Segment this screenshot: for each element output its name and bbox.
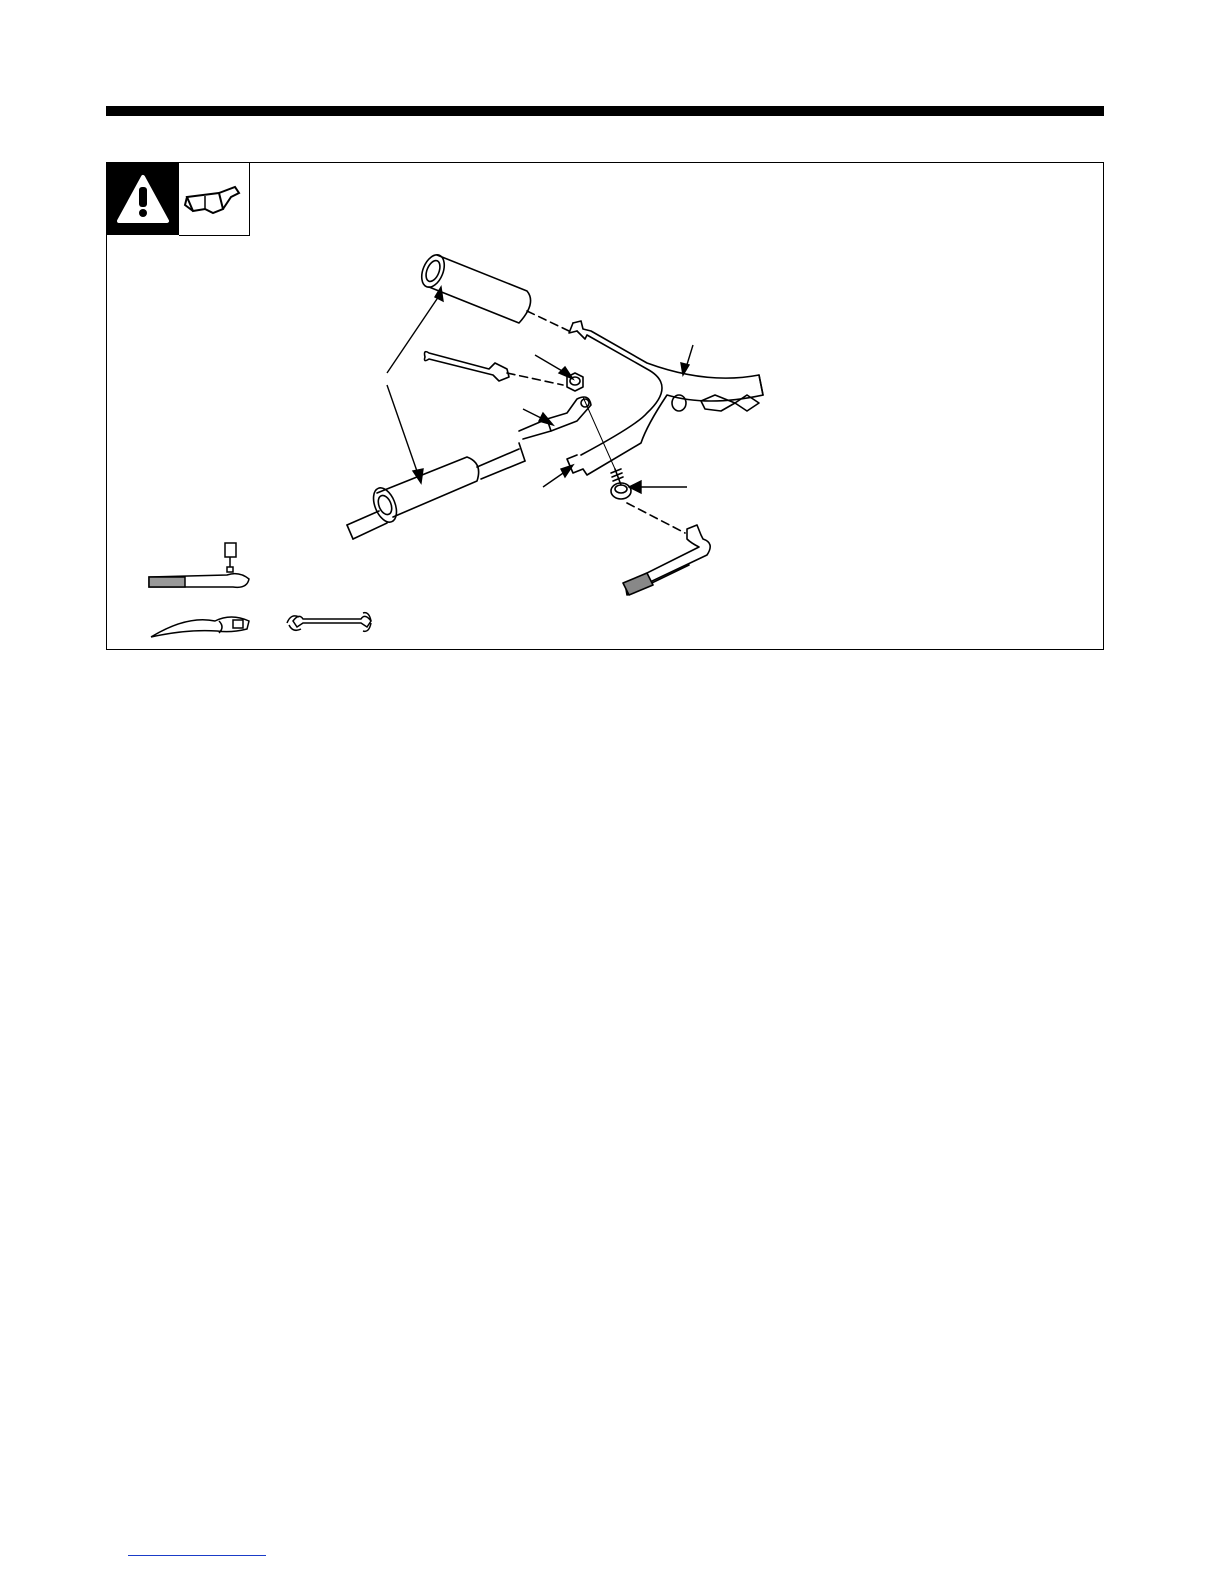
bolt-icon bbox=[611, 469, 631, 499]
wrench-upper-icon bbox=[425, 352, 510, 381]
ratchet-socket-icon bbox=[149, 543, 249, 587]
lower-insulating-sleeve-icon bbox=[347, 443, 525, 539]
ground-clamp-icon bbox=[567, 321, 763, 475]
dashed-leader bbox=[527, 311, 569, 331]
clamp-assembly-drawing bbox=[107, 163, 1103, 649]
open-end-wrench-icon bbox=[287, 613, 371, 632]
header-rule bbox=[106, 106, 1104, 116]
footer-link-underline[interactable] bbox=[128, 1555, 266, 1556]
cable-lug-icon bbox=[519, 397, 591, 439]
pliers-icon bbox=[151, 617, 249, 637]
upper-insulating-sleeve-icon bbox=[417, 251, 530, 323]
procedure-figure bbox=[106, 162, 1104, 650]
